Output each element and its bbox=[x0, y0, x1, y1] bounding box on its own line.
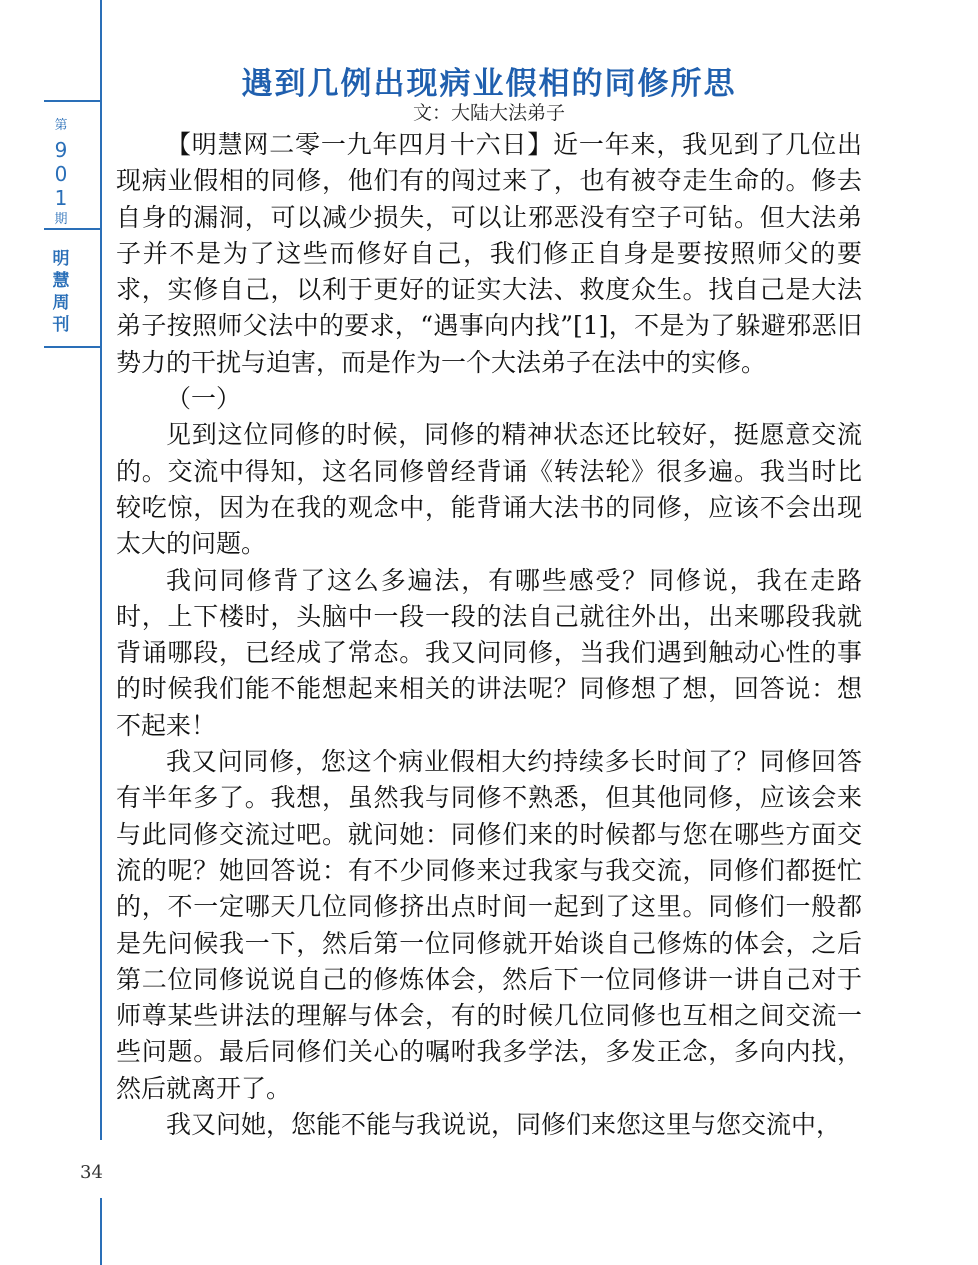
magazine-char: 周 bbox=[52, 293, 70, 313]
magazine-char: 慧 bbox=[52, 271, 70, 291]
paragraph: 见到这位同修的时候，同修的精神状态还比较好，挺愿意交流的。交流中得知，这名同修曾经背诵《转法轮》很多遍。我当时比较吃惊，因为在我的观念中，能背诵大法书的同修，应该不会出现太大的问题。 bbox=[116, 420, 862, 559]
magazine-name bbox=[22, 248, 100, 336]
issue-divider bbox=[44, 228, 100, 230]
issue-digit: 1 bbox=[54, 186, 68, 210]
article-title: 遇到几例出现病业假相的同修所思 bbox=[241, 66, 737, 102]
issue-label-box bbox=[44, 100, 100, 348]
page-number: 34 bbox=[80, 1162, 103, 1183]
issue-suffix: 期 bbox=[54, 212, 68, 227]
margin-rule bbox=[100, 0, 102, 1140]
article-byline: 文：大陆大法弟子 bbox=[412, 102, 565, 124]
magazine-char: 刊 bbox=[52, 315, 70, 335]
paragraph: 我又问同修，您这个病业假相大约持续多长时间了？同修回答有半年多了。我想，虽然我与同修不熟悉，但其他同修，应该会来与此同修交流过吧。就问她：同修们来的时候都与您在哪些方面交流的呢？她回答说：有不少同修来过我家与我交流，同修们都挺忙的，不一定哪天几位同修挤出点时间一起到了这里。同修们一般都是先问候我一下，然后第一位同修就开始谈自己修炼的体会，之后第二位同修说说自己的修炼体会，然后下一位同修讲一讲自己对于师尊某些讲法的理解与体会，有的时候几位同修也互相之间交流一些问题。最后同修们关心的嘱咐我多学法，多发正念，多向内找，然后就离开了。 bbox=[116, 747, 862, 1103]
section-heading: （一） bbox=[166, 384, 242, 414]
issue-digit: 0 bbox=[54, 162, 68, 186]
article-body bbox=[116, 127, 862, 1143]
paragraph: 我又问她，您能不能与我说说，同修们来您这里与您交流中， bbox=[166, 1110, 842, 1140]
magazine-char: 明 bbox=[52, 249, 70, 269]
paragraph: 我问同修背了这么多遍法，有哪些感受？同修说，我在走路时，上下楼时，头脑中一段一段的法自己就往外出，出来哪段我就背诵哪段，已经成了常态。我又问同修，当我们遇到触动心性的事的时候我们能不能想起来相关的讲法呢？同修想了想，回答说：想不起来！ bbox=[116, 565, 862, 740]
issue-number bbox=[22, 138, 100, 210]
issue-prefix: 第 bbox=[54, 118, 68, 133]
issue-digit: 9 bbox=[54, 138, 68, 162]
margin-rule-lower bbox=[100, 1198, 102, 1265]
paragraph: 【明慧网二零一九年四月十六日】近一年来，我见到了几位出现病业假相的同修，他们有的闯过来了，也有被夺走生命的。修去自身的漏洞，可以减少损失，可以让邪恶没有空子可钻。但大法弟子并不是为了这些而修好自己，我们修正自身是要按照师父的要求，实修自己，以利于更好的证实大法、救度众生。找自己是大法弟子按照师父法中的要求，“遇事向内找”[1]，不是为了躲避邪恶旧势力的干扰与迫害，而是作为一个大法弟子在法中的实修。 bbox=[116, 130, 862, 377]
